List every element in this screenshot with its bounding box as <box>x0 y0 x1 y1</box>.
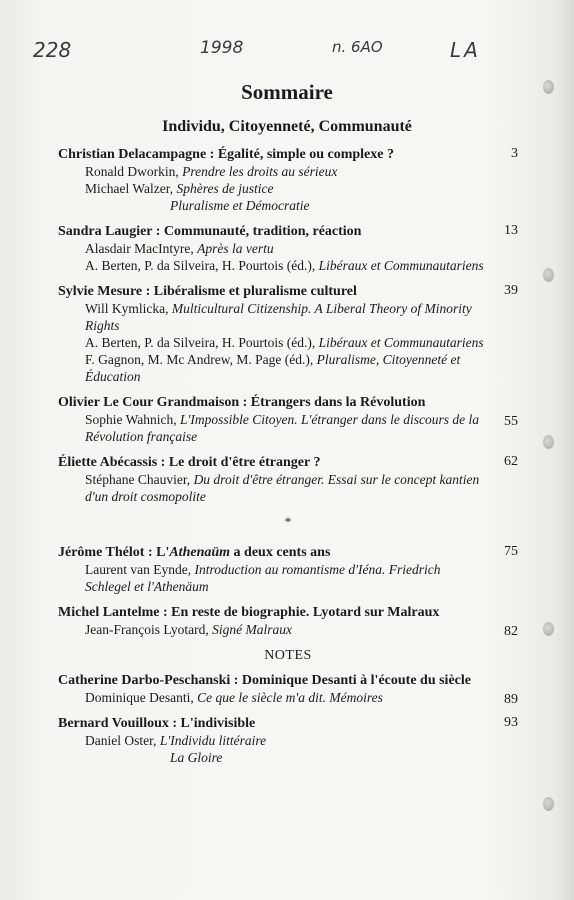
review-item: Stéphane Chauvier, Du droit d'être étranger. Essai sur le concept kantien d'un droit cosmopolite <box>85 472 480 504</box>
entry-heading: Catherine Darbo-Peschanski : Dominique Desanti à l'écoute du siècle <box>58 673 471 688</box>
entry-heading: Jérôme Thélot : L'Athenaüm a deux cents ans <box>58 545 331 560</box>
toc-entry <box>58 223 518 274</box>
toc-entry <box>58 146 518 214</box>
review-item: Jean-François Lyotard, Signé Malraux <box>85 622 292 637</box>
entry-heading: Sandra Laugier : Communauté, tradition, réaction <box>58 224 362 239</box>
binding-hole <box>543 622 554 636</box>
handwritten-note: 228 <box>33 38 72 62</box>
binding-hole <box>543 268 554 282</box>
toc-entry <box>58 394 518 445</box>
review-item: Dominique Desanti, Ce que le siècle m'a dit. Mémoires <box>85 690 383 705</box>
review-item: F. Gagnon, M. Mc Andrew, M. Page (éd.), Pluralisme, Citoyenneté et Éducation <box>85 352 461 384</box>
review-item: Will Kymlicka, Multicultural Citizenship. A Liberal Theory of Minority Rights <box>85 301 472 333</box>
review-item: Sophie Wahnich, L'Impossible Citoyen. L'étranger dans le discours de la Révolution française <box>85 412 480 444</box>
page-number: 93 <box>504 715 518 730</box>
page-number: 55 <box>504 414 518 429</box>
review-item: A. Berten, P. da Silveira, H. Pourtois (éd.), Libéraux et Communautariens <box>85 258 484 273</box>
separator-asterisk: * <box>284 514 292 529</box>
review-item: Ronald Dworkin, Prendre les droits au sérieux <box>85 164 338 179</box>
toc-entry <box>58 544 518 595</box>
entry-heading: Michel Lantelme : En reste de biographie. Lyotard sur Malraux <box>58 605 440 620</box>
page-number: 39 <box>504 283 518 298</box>
review-item: Laurent van Eynde, Introduction au romantisme d'Iéna. Friedrich Schlegel et l'Athenäum <box>85 562 441 594</box>
binding-hole <box>543 435 554 449</box>
page-number: 13 <box>504 223 518 238</box>
notes-heading: NOTES <box>264 648 312 663</box>
page-number: 89 <box>504 692 518 707</box>
handwritten-note: 1998 <box>200 38 244 58</box>
binding-hole <box>543 797 554 811</box>
handwritten-note: LA <box>450 38 481 62</box>
section-title: Individu, Citoyenneté, Communauté <box>162 118 412 135</box>
review-item: A. Berten, P. da Silveira, H. Pourtois (éd.), Libéraux et Communautariens <box>85 335 484 350</box>
page-title: Sommaire <box>241 80 333 104</box>
entry-heading: Olivier Le Cour Grandmaison : Étrangers dans la Révolution <box>58 395 426 410</box>
entry-heading: Éliette Abécassis : Le droit d'être étranger ? <box>58 455 321 470</box>
page-number: 82 <box>504 624 518 639</box>
page-number: 75 <box>504 544 518 559</box>
entry-heading: Christian Delacampagne : Égalité, simple ou complexe ? <box>58 147 394 162</box>
review-item: Daniel Oster, L'Individu littéraire La Gloire <box>85 733 267 765</box>
toc-entry <box>58 672 518 706</box>
handwritten-note: n. 6AO <box>332 38 383 56</box>
entry-heading: Sylvie Mesure : Libéralisme et pluralisme culturel <box>58 284 357 299</box>
review-item: Alasdair MacIntyre, Après la vertu <box>85 241 274 256</box>
toc-entry <box>58 604 518 638</box>
toc-entry <box>58 715 518 766</box>
page-number: 3 <box>511 146 518 161</box>
toc-entry <box>58 454 518 505</box>
toc-entry <box>58 283 518 385</box>
page-number: 62 <box>504 454 518 469</box>
review-item: Michael Walzer, Sphères de justice Pluralisme et Démocratie <box>85 181 310 213</box>
entry-heading: Bernard Vouilloux : L'indivisible <box>58 716 256 731</box>
table-of-contents <box>58 146 518 775</box>
